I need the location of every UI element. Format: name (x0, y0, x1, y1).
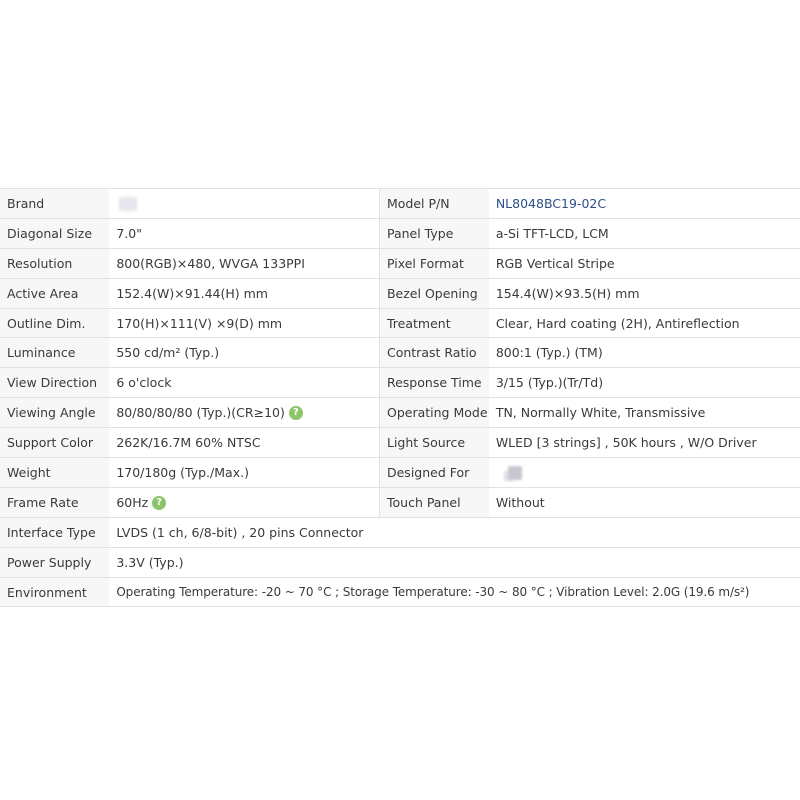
spec-value: 7.0" (109, 218, 379, 248)
designed-for-logo-blurred (508, 466, 522, 480)
table-row (0, 458, 800, 488)
spec-label-model: Model P/N (379, 189, 488, 219)
spec-value: LVDS (1 ch, 6/8-bit) , 20 pins Connector (109, 517, 800, 547)
spec-value: WLED [3 strings] , 50K hours , W/O Driver (489, 428, 800, 458)
spec-label: Weight (0, 458, 109, 488)
spec-label: Viewing Angle (0, 398, 109, 428)
spec-label: Resolution (0, 248, 109, 278)
spec-value: 154.4(W)×93.5(H) mm (489, 278, 800, 308)
spec-label: Interface Type (0, 517, 109, 547)
spec-label: View Direction (0, 368, 109, 398)
spec-value-brand (109, 189, 379, 219)
spec-value: 550 cd/m² (Typ.) (109, 338, 379, 368)
spec-value (109, 487, 379, 517)
spec-label: Designed For (379, 458, 488, 488)
spec-label: Touch Panel (379, 487, 488, 517)
spec-value: 6 o'clock (109, 368, 379, 398)
brand-logo-blurred (119, 197, 137, 211)
spec-label: Light Source (379, 428, 488, 458)
spec-label: Frame Rate (0, 487, 109, 517)
help-icon[interactable]: ? (152, 496, 166, 510)
spec-label: Operating Mode (379, 398, 488, 428)
spec-value: 800:1 (Typ.) (TM) (489, 338, 800, 368)
spec-value: 152.4(W)×91.44(H) mm (109, 278, 379, 308)
spec-label: Environment (0, 577, 109, 607)
frame-rate-text: 60Hz (116, 494, 149, 510)
table-row (0, 398, 800, 428)
spec-value: RGB Vertical Stripe (489, 248, 800, 278)
spec-value: 170/180g (Typ./Max.) (109, 458, 379, 488)
table-row (0, 487, 800, 517)
spec-value: Clear, Hard coating (2H), Antireflection (489, 308, 800, 338)
table-row (0, 338, 800, 368)
table-row (0, 517, 800, 547)
table-row (0, 189, 800, 219)
viewing-angle-text: 80/80/80/80 (Typ.)(CR≥10) (116, 404, 285, 420)
spec-label: Active Area (0, 278, 109, 308)
spec-label: Pixel Format (379, 248, 488, 278)
table-row (0, 218, 800, 248)
spec-label: Contrast Ratio (379, 338, 488, 368)
table-row (0, 248, 800, 278)
spec-label: Power Supply (0, 547, 109, 577)
model-pn-link[interactable]: NL8048BC19-02C (495, 195, 607, 211)
spec-value: 262K/16.7M 60% NTSC (109, 428, 379, 458)
spec-value: 800(RGB)×480, WVGA 133PPI (109, 248, 379, 278)
spec-label: Bezel Opening (379, 278, 488, 308)
table-row (0, 368, 800, 398)
spec-value (109, 398, 379, 428)
spec-value-designed-for (489, 458, 800, 488)
spec-value: Operating Temperature: -20 ~ 70 °C ; Storage Temperature: -30 ~ 80 °C ; Vibration Level: 2.0G (19.6 m/s²) (109, 577, 800, 607)
spec-label: Luminance (0, 338, 109, 368)
table-row (0, 428, 800, 458)
spec-value-model (489, 189, 800, 219)
spec-label: Response Time (379, 368, 488, 398)
table-row (0, 278, 800, 308)
help-icon[interactable]: ? (289, 406, 303, 420)
table-row (0, 547, 800, 577)
spec-label: Diagonal Size (0, 218, 109, 248)
spec-label-brand: Brand (0, 189, 109, 219)
spec-value: TN, Normally White, Transmissive (489, 398, 800, 428)
spec-label: Outline Dim. (0, 308, 109, 338)
spec-value: Without (489, 487, 800, 517)
spec-value: 170(H)×111(V) ×9(D) mm (109, 308, 379, 338)
spec-value: 3/15 (Typ.)(Tr/Td) (489, 368, 800, 398)
table-row (0, 308, 800, 338)
spec-label: Support Color (0, 428, 109, 458)
spec-value: 3.3V (Typ.) (109, 547, 800, 577)
spec-table (0, 188, 800, 607)
spec-label: Panel Type (379, 218, 488, 248)
spec-value: a-Si TFT-LCD, LCM (489, 218, 800, 248)
spec-label: Treatment (379, 308, 488, 338)
table-row (0, 577, 800, 607)
